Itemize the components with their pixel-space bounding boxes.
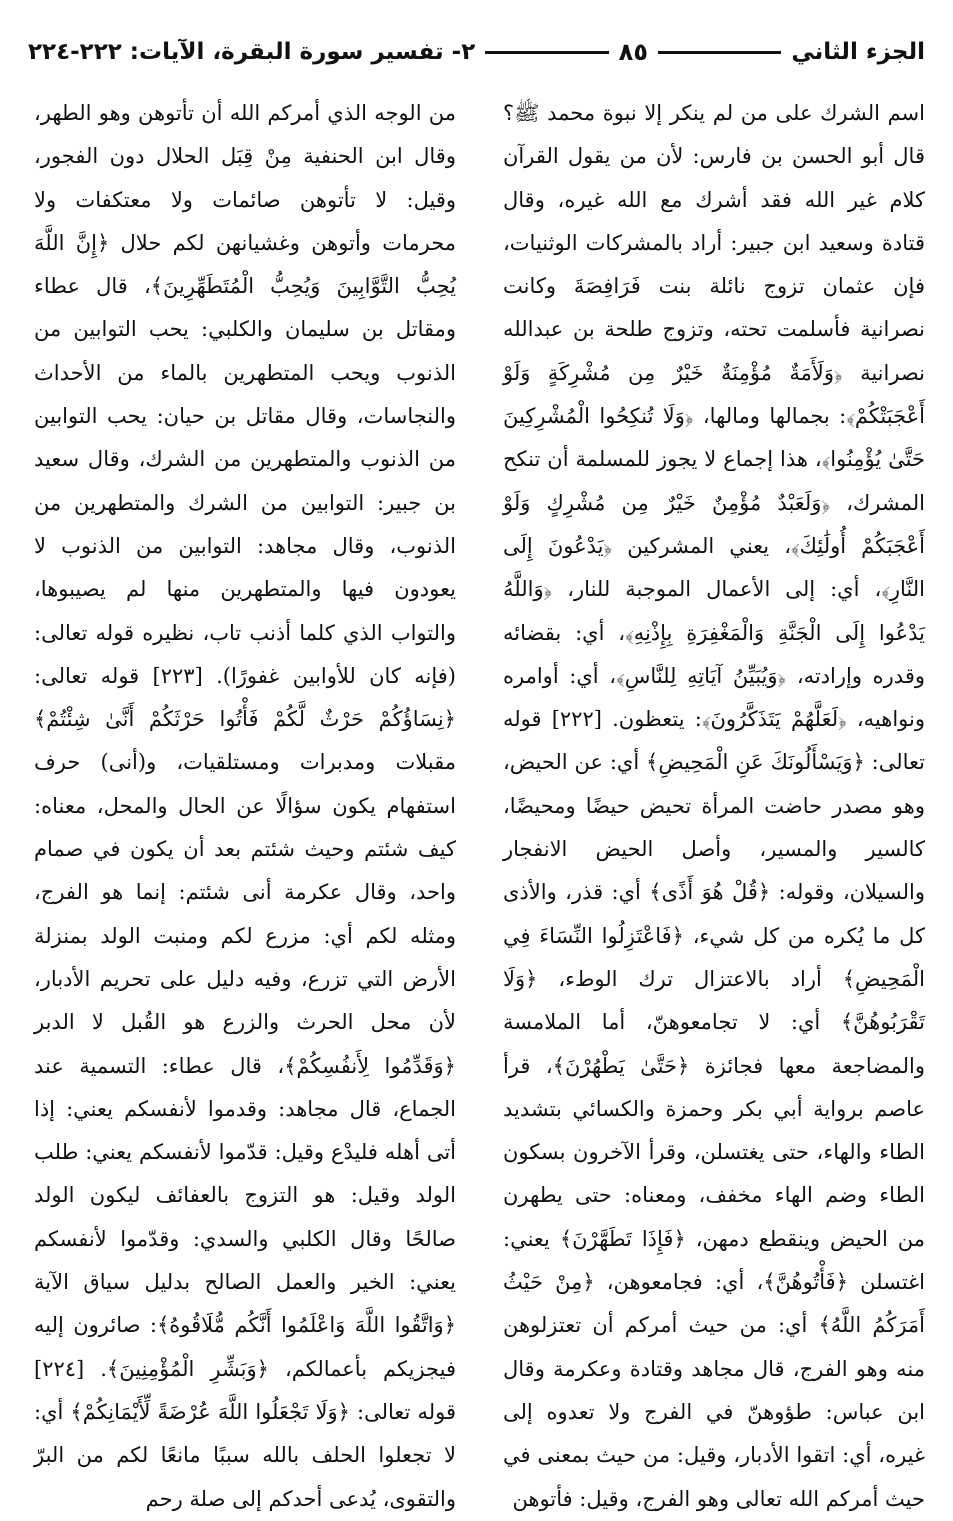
right-column-text: اسم الشرك على من لم ينكر إلا نبوة محمد ﷺ؟ قال أبو الحسن بن فارس: لأن من يقول القرآن كلام غير الله فقد أشرك مع الله غيره، وقال قتادة وسعيد ابن جبير: أراد بالمشركات الوثنيات، فإن عثمان تزوج نائلة بنت فَرَافِصَةَ وكانت نصرانية فأسلمت تحته، وتزوج طلحة بن عبدالله نصرانية ﴿وَلَأَمَةٌ مُؤْمِنَةٌ خَيْرٌ مِن مُشْرِكَةٍ وَلَوْ أَعْجَبَتْكُمْ﴾: بجمالها ومالها، ﴿وَلَا تُنكِحُوا الْمُشْرِكِينَ حَتَّىٰ يُؤْمِنُوا﴾، هذا إجماع لا يجوز للمسلمة أن تنكح المشرك، ﴿وَلَعَبْدٌ مُؤْمِنٌ خَيْرٌ مِن مُشْرِكٍ وَلَوْ أَعْجَبَكُمْ أُولَٰئِكَ﴾، يعني المشركين ﴿يَدْعُونَ إِلَى النَّارِ﴾، أي: إلى الأعمال الموجبة للنار، ﴿وَاللَّهُ يَدْعُوا إِلَى الْجَنَّةِ وَالْمَغْفِرَةِ بِإِذْنِهِ﴾، أي: بقضائه وقدره وإرادته، ﴿وَيُبَيِّنُ آيَاتِهِ لِلنَّاسِ﴾، أي: أوامره ونواهيه، ﴿لَعَلَّهُمْ يَتَذَكَّرُونَ﴾: يتعظون. [٢٢٢] قوله تعالى: ﴿وَيَسْأَلُونَكَ عَنِ الْمَحِيضِ﴾ أي: عن الحيض، وهو مصدر حاضت المرأة تحيض حيضًا ومحيضًا، كالسير والمسير، وأصل الحيض الانفجار والسيلان، وقوله: ﴿قُلْ هُوَ أَذًى﴾ أي: قذر، والأذى كل ما يُكره من كل شيء، ﴿فَاعْتَزِلُوا النِّسَاءَ فِي الْمَحِيضِ﴾ أراد بالاعتزال ترك الوطء، ﴿وَلَا تَقْرَبُوهُنَّ﴾ أي: لا تجامعوهنّ، أما الملامسة والمضاجعة معها فجائزة ﴿حَتَّىٰ يَطْهُرْنَ﴾، قرأ عاصم برواية أبي بكر وحمزة والكسائي بتشديد الطاء والهاء، حتى يغتسلن، وقرأ الآخرون بسكون الطاء وضم الهاء مخفف، ومعناه: حتى يطهرن من الحيض وينقطع دمهن، ﴿فَإِذَا تَطَهَّرْنَ﴾ يعني: اغتسلن ﴿فَأْتُوهُنَّ﴾، أي: فجامعوهن، ﴿مِنْ حَيْثُ أَمَرَكُمُ اللَّهُ﴾ أي: من حيث أمركم أن تعتزلوهن منه وهو الفرج، قال مجاهد وقتادة وعكرمة وقال ابن عباس: طؤوهنّ في الفرج ولا تعدوه إلى غيره، أي: اتقوا الأدبار، وقيل: من حيث بمعنى في حيث أمركم الله تعالى وهو الفرج، وقيل: فأتوهن — [503, 101, 926, 1511]
volume-label: الجزء الثاني — [791, 39, 925, 65]
header-rule-left — [485, 51, 608, 54]
chapter-title: ٢- تفسير سورة البقرة، الآيات: ٢٢٢-٢٢٤ — [28, 39, 476, 65]
header-rule-right — [658, 51, 781, 54]
right-column — [503, 92, 926, 1511]
page-number: ٨٥ — [618, 38, 648, 66]
running-header — [28, 30, 925, 74]
left-column — [34, 92, 456, 1511]
left-column-text: من الوجه الذي أمركم الله أن تأتوهن وهو الطهر، وقال ابن الحنفية مِنْ قِبَل الحلال دون الفجور، وقيل: لا تأتوهن صائمات ولا معتكفات ولا محرمات وأتوهن وغشيانهن لكم حلال ﴿إِنَّ اللَّهَ يُحِبُّ التَّوَّابِينَ وَيُحِبُّ الْمُتَطَهِّرِينَ﴾، قال عطاء ومقاتل بن سليمان والكلبي: يحب التوابين من الذنوب ويحب المتطهرين بالماء من الأحداث والنجاسات، وقال مقاتل بن حيان: يحب التوابين من الذنوب والمتطهرين من الشرك، وقال سعيد بن جبير: التوابين من الشرك والمتطهرين من الذنوب، وقال مجاهد: التوابين من الذنوب لا يعودون فيها والمتطهرين منها لم يصيبوها، والتواب الذي كلما أذنب تاب، نظيره قوله تعالى: (فإنه كان للأوابين غفورًا). [٢٢٣] قوله تعالى: ﴿نِسَاؤُكُمْ حَرْثٌ لَّكُمْ فَأْتُوا حَرْثَكُمْ أَنَّىٰ شِئْتُمْ﴾ مقبلات ومدبرات ومستلقيات، و(أنى) حرف استفهام يكون سؤالًا عن الحال والمحل، معناه: كيف شئتم وحيث شئتم بعد أن يكون في صمام واحد، وقال عكرمة أنى شئتم: إنما هو الفرج، ومثله لكم أي: مزرع لكم ومنبت الولد بمنزلة الأرض التي تزرع، وفيه دليل على تحريم الأدبار، لأن محل الحرث والزرع هو القُبل لا الدبر ﴿وَقَدِّمُوا لِأَنفُسِكُمْ﴾، قال عطاء: التسمية عند الجماع، قال مجاهد: وقدموا لأنفسكم يعني: إذا أتى أهله فليدْع وقيل: قدّموا لأنفسكم يعني: طلب الولد وقيل: هو التزوج بالعفائف ليكون الولد صالحًا وقال الكلبي والسدي: وقدّموا لأنفسكم يعني: الخير والعمل الصالح بدليل سياق الآية ﴿وَاتَّقُوا اللَّهَ وَاعْلَمُوا أَنَّكُم مُّلَاقُوهُ﴾: صائرون إليه فيجزيكم بأعمالكم، ﴿وَبَشِّرِ الْمُؤْمِنِينَ﴾. [٢٢٤] قوله تعالى: ﴿وَلَا تَجْعَلُوا اللَّهَ عُرْضَةً لِّأَيْمَانِكُمْ﴾ أي: لا تجعلوا الحلف بالله سببًا مانعًا لكم من البرّ والتقوى، يُدعى أحدكم إلى صلة رحم — [34, 101, 456, 1511]
